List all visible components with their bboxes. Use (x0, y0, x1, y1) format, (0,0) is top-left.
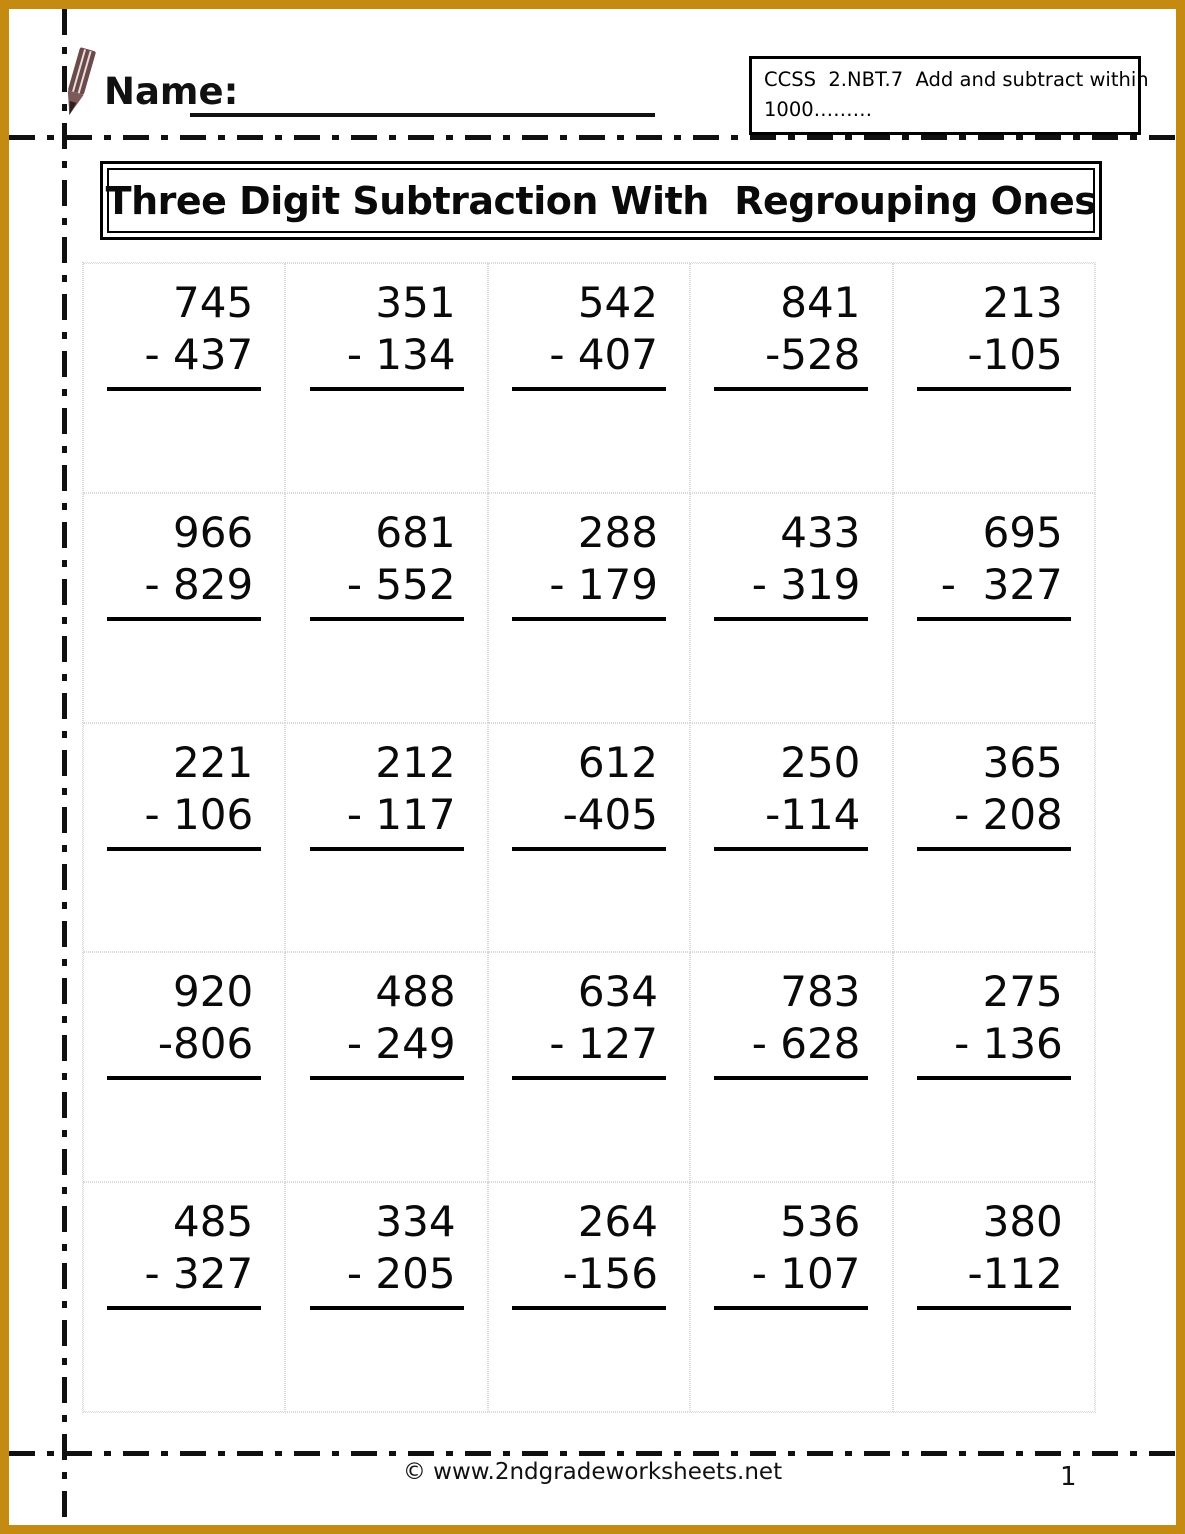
minuend: 745 (173, 278, 254, 327)
minuend: 783 (780, 967, 861, 1017)
minuend: 485 (173, 1197, 254, 1247)
minuend: 841 (780, 278, 861, 327)
problem-cell (285, 263, 487, 493)
subtraction-problem (107, 277, 261, 391)
minuend: 542 (577, 278, 658, 327)
subtraction-problem (714, 737, 868, 851)
subtrahend: -112 (967, 1249, 1063, 1299)
subtrahend: -405 (562, 789, 658, 839)
subtraction-problem (512, 277, 666, 391)
subtrahend: - 407 (549, 330, 658, 379)
minuend: 250 (780, 737, 861, 787)
minuend: 695 (982, 507, 1063, 557)
header-dashdot-rule (9, 135, 1176, 140)
minuend: 275 (982, 967, 1063, 1017)
problem-cell (285, 723, 487, 953)
minuend: 213 (982, 278, 1063, 327)
pencil-icon (56, 44, 100, 122)
name-write-line (190, 113, 655, 117)
subtrahend: -156 (562, 1249, 658, 1299)
subtraction-problem (107, 1196, 261, 1310)
page-title: Three Digit Subtraction With Regrouping Ones (105, 178, 1097, 223)
minuend: 920 (173, 967, 254, 1017)
subtraction-problem (310, 966, 464, 1080)
minuend: 380 (982, 1197, 1063, 1247)
footer-dashdot-rule (9, 1451, 1176, 1456)
minuend: 264 (577, 1197, 658, 1247)
subtrahend: - 829 (144, 559, 254, 609)
problem-cell (488, 493, 690, 723)
subtraction-problem (512, 507, 666, 621)
subtraction-problem (310, 1196, 464, 1310)
subtraction-problem (917, 277, 1071, 391)
minuend: 966 (173, 507, 254, 557)
title-box (100, 161, 1102, 240)
left-dashdot-rule (62, 9, 67, 1525)
problem-cell (83, 263, 285, 493)
subtrahend: - 106 (144, 789, 254, 839)
problems-grid (82, 262, 1096, 1413)
problem-cell (285, 1182, 487, 1412)
ccss-line2: 1000……… (764, 98, 873, 122)
subtraction-problem (714, 507, 868, 621)
name-label: Name: (104, 70, 239, 113)
subtraction-problem (107, 737, 261, 851)
subtraction-problem (917, 966, 1071, 1080)
problem-cell (690, 952, 892, 1182)
copyright-text: © www.2ndgradeworksheets.net (402, 1459, 783, 1485)
subtraction-problem (310, 507, 464, 621)
minuend: 536 (780, 1197, 861, 1247)
subtraction-problem (917, 1196, 1071, 1310)
subtraction-problem (512, 1196, 666, 1310)
problem-cell (83, 952, 285, 1182)
minuend: 288 (577, 507, 658, 557)
subtrahend: - 136 (954, 1019, 1063, 1069)
subtrahend: - 127 (549, 1019, 658, 1069)
problem-cell (893, 493, 1095, 723)
problem-cell (285, 493, 487, 723)
minuend: 351 (375, 278, 456, 327)
minuend: 334 (375, 1197, 456, 1247)
subtrahend: - 179 (549, 559, 658, 609)
subtrahend: - 319 (751, 559, 861, 609)
subtraction-problem (512, 737, 666, 851)
problem-cell (488, 263, 690, 493)
subtrahend: -528 (765, 330, 861, 379)
problem-cell (690, 493, 892, 723)
subtrahend: - 134 (346, 330, 456, 379)
subtrahend: -114 (765, 789, 861, 839)
problem-cell (893, 1182, 1095, 1412)
subtraction-problem (310, 737, 464, 851)
problem-cell (690, 723, 892, 953)
subtraction-problem (917, 737, 1071, 851)
problem-cell (83, 723, 285, 953)
problem-cell (690, 1182, 892, 1412)
minuend: 433 (780, 507, 861, 557)
problem-cell (285, 952, 487, 1182)
title-inner-border (107, 168, 1095, 233)
subtraction-problem (714, 966, 868, 1080)
minuend: 365 (982, 737, 1063, 787)
problem-cell (690, 263, 892, 493)
page-number: 1 (1060, 1462, 1077, 1492)
problem-cell (893, 263, 1095, 493)
subtrahend: - 437 (144, 330, 254, 379)
subtraction-problem (917, 507, 1071, 621)
ccss-line1: CCSS 2.NBT.7 Add and subtract within (764, 68, 1149, 91)
subtrahend: - 327 (144, 1249, 254, 1299)
problem-cell (893, 952, 1095, 1182)
problem-cell (83, 1182, 285, 1412)
problem-cell (893, 723, 1095, 953)
minuend: 634 (577, 967, 658, 1017)
subtraction-problem (310, 277, 464, 391)
problem-cell (488, 952, 690, 1182)
minuend: 612 (577, 737, 658, 787)
subtraction-problem (107, 966, 261, 1080)
problem-cell (83, 493, 285, 723)
subtrahend: - 107 (751, 1249, 861, 1299)
subtrahend: -105 (967, 330, 1063, 379)
subtraction-problem (107, 507, 261, 621)
ccss-standard-box (749, 56, 1149, 135)
subtrahend: - 205 (346, 1249, 456, 1299)
subtraction-problem (512, 966, 666, 1080)
problem-cell (488, 1182, 690, 1412)
subtraction-problem (714, 277, 868, 391)
subtrahend: -806 (157, 1019, 254, 1069)
minuend: 212 (375, 737, 456, 787)
minuend: 488 (375, 967, 456, 1017)
minuend: 221 (173, 737, 254, 787)
subtrahend: - 552 (346, 559, 456, 609)
subtrahend: - 327 (940, 559, 1063, 609)
subtrahend: - 249 (346, 1019, 456, 1069)
subtrahend: - 628 (751, 1019, 861, 1069)
minuend: 681 (375, 507, 456, 557)
subtrahend: - 117 (346, 789, 456, 839)
subtrahend: - 208 (954, 789, 1063, 839)
problem-cell (488, 723, 690, 953)
subtraction-problem (714, 1196, 868, 1310)
